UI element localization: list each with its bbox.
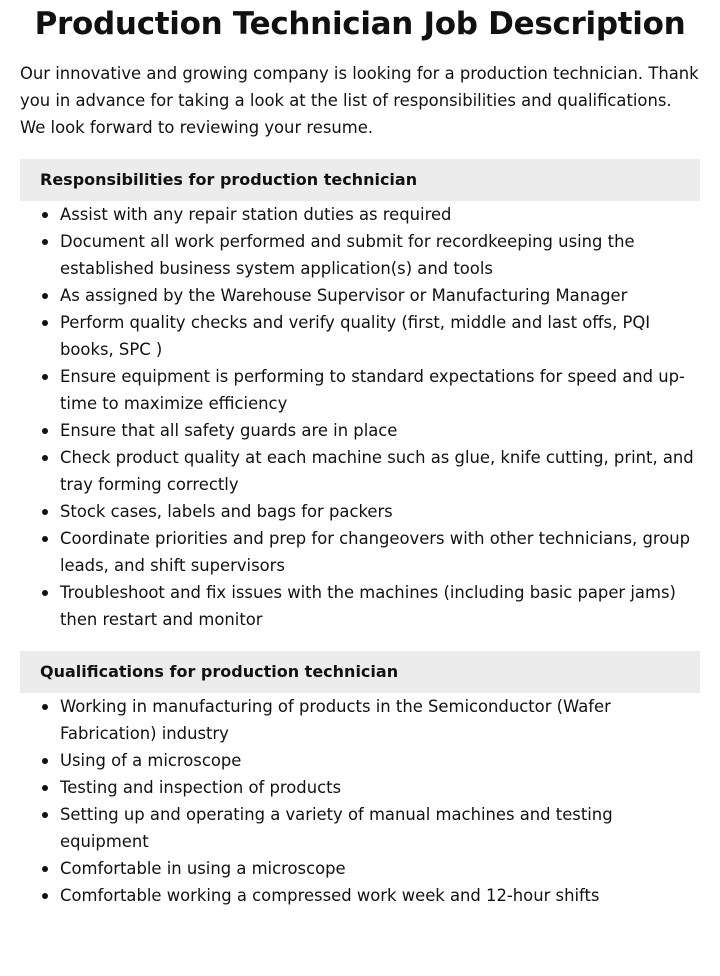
qualifications-list: [20, 693, 700, 909]
responsibility-item: Coordinate priorities and prep for changeovers with other technicians, group leads, and shift supervisors: [60, 525, 700, 579]
intro-paragraph: Our innovative and growing company is looking for a production technician. Thank you in advance for taking a look at the list of responsibilities and qualifications. We look forward to reviewing your resume.: [20, 64, 699, 137]
qualification-item: Comfortable in using a microscope: [60, 855, 700, 882]
page-title: Production Technician Job Description: [34, 6, 686, 42]
qualifications-heading: Qualifications for production technician: [20, 651, 700, 693]
qualification-item: Testing and inspection of products: [60, 774, 700, 801]
qualification-item: Comfortable working a compressed work week and 12-hour shifts: [60, 882, 700, 909]
responsibility-item: Stock cases, labels and bags for packers: [60, 498, 700, 525]
responsibility-item: Perform quality checks and verify quality (first, middle and last offs, PQI books, SPC ): [60, 309, 700, 363]
responsibility-item: Ensure equipment is performing to standard expectations for speed and up-time to maximize efficiency: [60, 363, 700, 417]
responsibility-item: Document all work performed and submit for recordkeeping using the established business system application(s) and tools: [60, 228, 700, 282]
qualification-item: Working in manufacturing of products in the Semiconductor (Wafer Fabrication) industry: [60, 693, 700, 747]
responsibilities-heading: Responsibilities for production technician: [20, 159, 700, 201]
responsibility-item: Check product quality at each machine such as glue, knife cutting, print, and tray forming correctly: [60, 444, 700, 498]
responsibility-item: Assist with any repair station duties as required: [60, 201, 700, 228]
responsibility-item: Troubleshoot and fix issues with the machines (including basic paper jams) then restart and monitor: [60, 579, 700, 633]
qualification-item: Setting up and operating a variety of manual machines and testing equipment: [60, 801, 700, 855]
responsibility-item: As assigned by the Warehouse Supervisor or Manufacturing Manager: [60, 282, 700, 309]
qualification-item: Using of a microscope: [60, 747, 700, 774]
responsibilities-list: [20, 201, 700, 633]
responsibility-item: Ensure that all safety guards are in place: [60, 417, 700, 444]
